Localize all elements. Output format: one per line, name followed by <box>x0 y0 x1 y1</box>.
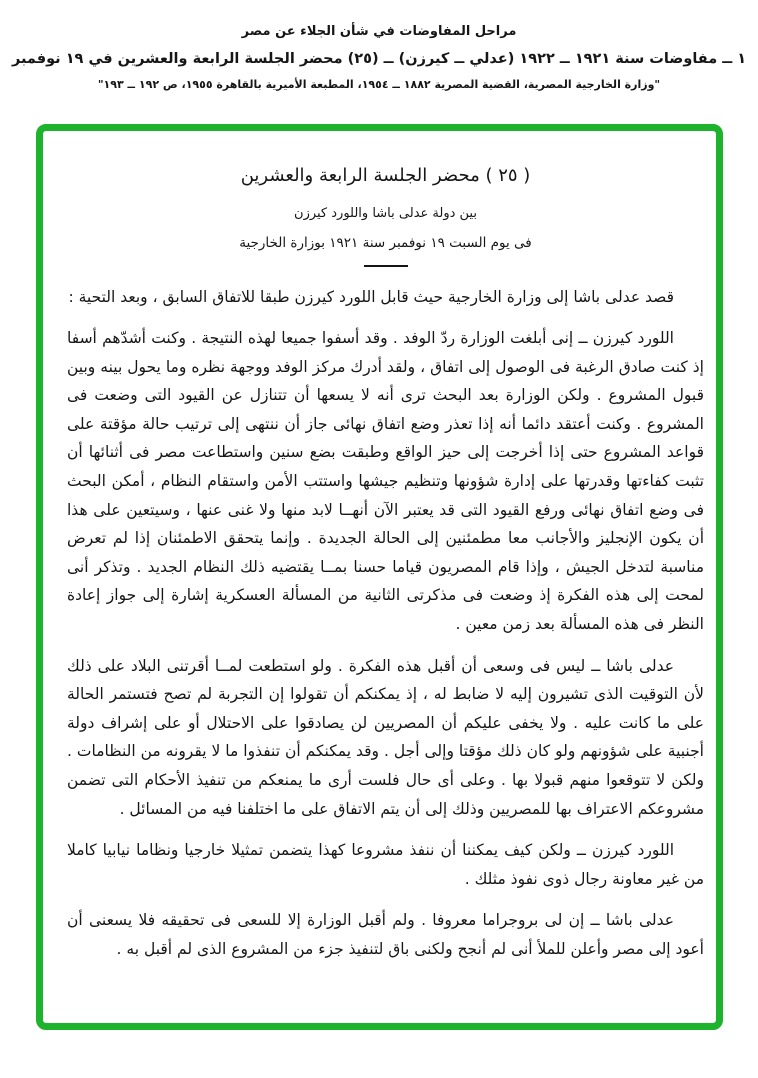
document-body <box>67 283 704 964</box>
page-header-title: مراحل المفاوضات في شأن الجلاء عن مصر <box>241 24 517 39</box>
page-header <box>0 0 758 91</box>
paragraph-curzon-1: اللورد كيرزن ــ إنى أبلغت الوزارة ردّ الوفد . وقد أسفوا جميعا لهذه النتيجة . وكنت أشدّهم أسفا إذ كنت صادق الرغبة فى الوصول إلى اتفاق ، ولقد أدرك مركز الوفد ووجهة نظره وما يحول بينه وبين قبول المشروع . ولكن الوزارة بعد البحث ترى أنه لا يسعها أن تتنازل عن القيود التى وضعت فى المشروع . وكنت أعتقد دائما أنه إذا تعذر وضع اتفاق نهائى جاز أن ننتهى إلى ترتيب حالة مؤقتة على قواعد المشروع حتى إذا أخرجت إلى حيز الواقع وطبقت بضع سنين واستطاعت مصر فى أثنائها أن تثبت كفاءتها وقدرتها على إدارة شؤونها وتنظيم جيشها واستتب الأمن واستقام النظام ، أمكن البحث فى وضع اتفاق نهائى ورفع القيود التى قد يعتبر الآن أنهــا لابد منها ولا غنى عنها ، وسيتعين على هذا أن يكون الإنجليز والأجانب معا مطمئنين إلى الحالة الجديدة . وإنما يتحقق الاطمئنان إذا لم تعرض مناسبة لتدخل الجيش ، وإذا قام المصريون قياما حسنا بمــا يقتضيه ذلك النظام الجديد . وتذكر أنى لمحت إلى هذه الفكرة إذ وضعت فى مذكرتى الثانية من المسألة العسكرية إشارة إلى جواز إعادة النظر فى هذه المسألة بعد زمن معين . <box>67 329 704 634</box>
session-parties: بين دولة عدلى باشا واللورد كيرزن <box>294 206 477 221</box>
page-header-citation: "وزارة الخارجية المصرية، القضية المصرية ١٨٨٢ ــ ١٩٥٤، المطبعة الأميرية بالقاهرة ١٩٥٥، ص ١٩٢ ــ ١٩٣" <box>97 78 661 91</box>
paragraph-curzon-2: اللورد كيرزن ــ ولكن كيف يمكننا أن ننفذ مشروعا كهذا يتضمن تمثيلا خارجيا ونظاما نيابيا كاملا من غير معاونة رجال ذوى نفوذ مثلك . <box>67 841 704 888</box>
paragraph-adly-2: عدلى باشا ــ إن لى بروجراما معروفا . ولم أقبل الوزارة إلا للسعى فى تحقيقه فلا يسعنى أن أعود إلى مصر وأعلن للملأ أنى لم أنجح ولكنى باق لتنفيذ جزء من المشروع الذى لم أقبل به . <box>67 911 704 958</box>
title-divider <box>364 265 408 267</box>
session-title: ( ٢٥ ) محضر الجلسة الرابعة والعشرين <box>240 165 531 186</box>
document-frame <box>36 124 723 1030</box>
paragraph-adly-1: عدلى باشا ــ ليس فى وسعى أن أقبل هذه الفكرة . ولو استطعت لمــا أقرتنى البلاد على ذلك لأن التوقيت الذى تشيرون إليه لا ضابط له ، إذ يمكنكم أن تقولوا إن التجربة لم تصح فتستمر الحالة على ما كانت عليه . ولا يخفى عليكم أن المصريين لن يصادقوا على الاحتلال أو على إشراف دولة أجنبية على شؤونهم ولو كان ذلك مؤقتا وإلى أجل . وقد يمكنكم أن تنفذوا ما لا يقرونه من النظامات . ولكن لا تتوقعوا منهم قبولا بها . وعلى أى حال فلست أرى ما يمنعكم من تنفيذ الأحكام التى تضمن مشروعكم الاعتراف بها للمصريين وذلك إلى أن يتم الاتفاق على ما اختلفنا فيه من المسائل . <box>67 656 704 818</box>
session-date: فى يوم السبت ١٩ نوفمبر سنة ١٩٢١ بوزارة الخارجية <box>239 235 532 251</box>
page-header-subtitle: ١ ــ مفاوضات سنة ١٩٢١ ــ ١٩٢٢ (عدلي ــ كيرزن) ــ (٢٥) محضر الجلسة الرابعة والعشرين في ١٩ نوفمبر <box>11 51 747 67</box>
paragraph-opening: قصد عدلى باشا إلى وزارة الخارجية حيث قابل اللورد كيرزن طبقا للاتفاق السابق ، وبعد التحية : <box>68 287 674 306</box>
